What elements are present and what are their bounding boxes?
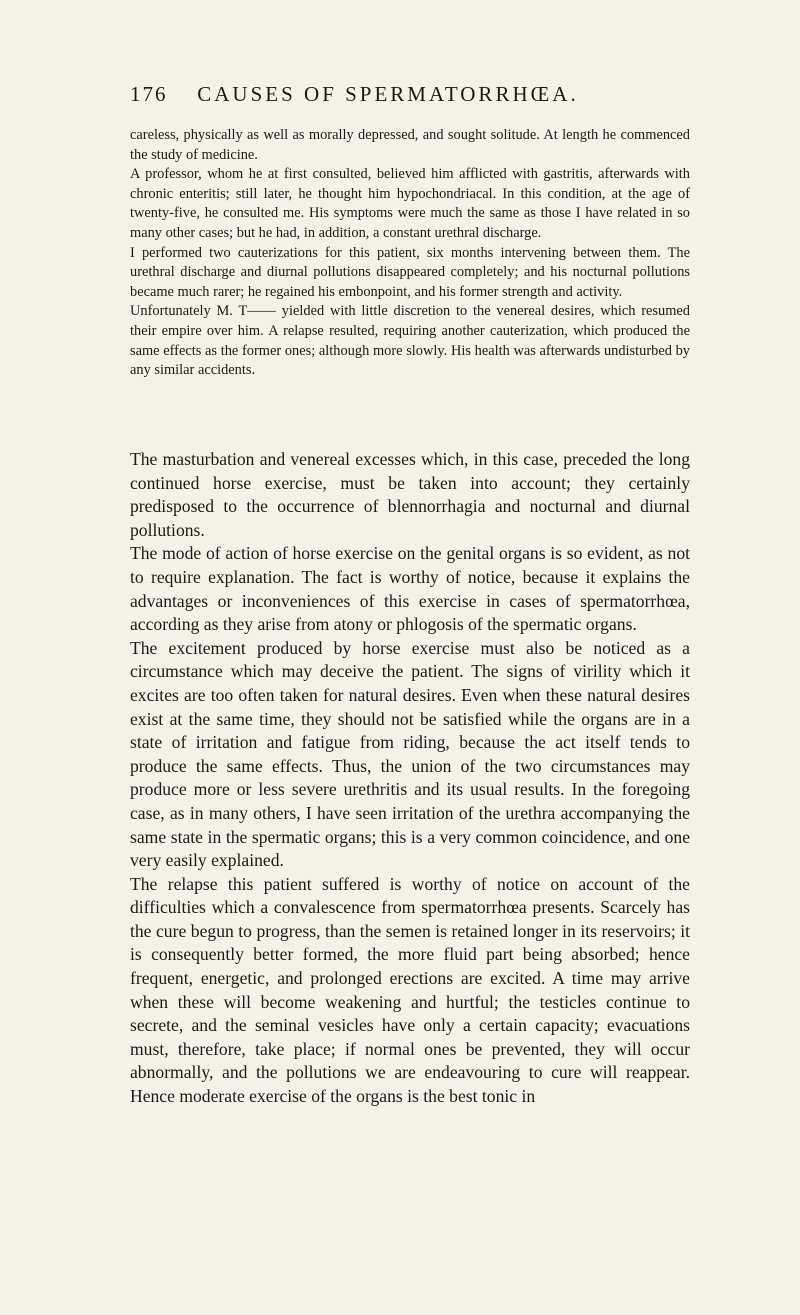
page-number: 176 (130, 82, 168, 106)
paragraph: Unfortunately M. T—— yielded with little discretion to the venereal desires, which resumed their empire over him. A relapse resulted, requiring another cauterization, which produced the same effects as the former ones; although more slowly. His health was afterwards undisturbed by any similar accidents. (130, 303, 690, 379)
paragraph: A professor, whom he at first consulted, believed him afflicted with gastritis, afterwards with chronic enteritis; still later, he thought him hypochondriacal. In this condition, at the age of twenty-five, he consulted me. His symptoms were much the same as those I have related in so many other cases; but he had, in addition, a constant urethral discharge. (130, 166, 690, 241)
paragraph: The masturbation and venereal excesses which, in this case, preceded the long continued horse exercise, must be taken into account; they certainly predisposed to the occurrence of blennorrhagia and nocturnal and diurnal pollutions. (130, 449, 690, 540)
running-title: CAUSES OF SPERMATORRHŒA. (197, 82, 579, 106)
commentary-section (130, 448, 690, 1109)
case-report-section (130, 126, 690, 381)
paragraph: The excitement produced by horse exercise must also be noticed as a circumstance which may deceive the patient. The signs of virility which it excites are too often taken for natural desires. Even when these natural desires exist at the same time, they should not be satisfied while the organs are in a state of irritation and fatigue from riding, because the act itself tends to produce the same effects. Thus, the union of the two circumstances may produce more or less severe urethritis and its usual results. In the foregoing case, as in many others, I have seen irritation of the urethra accompanying the same state in the spermatic organs; this is a very common coincidence, and one very easily explained. (130, 637, 690, 871)
paragraph: careless, physically as well as morally depressed, and sought solitude. At length he commenced the study of medicine. (130, 127, 690, 163)
page-header (130, 82, 690, 107)
paragraph: I performed two cauterizations for this patient, six months intervening between them. The urethral discharge and diurnal pollutions disappeared completely; and his nocturnal pollutions became much rarer; he regained his embonpoint, and his former strength and activity. (130, 244, 690, 300)
paragraph: The mode of action of horse exercise on the genital organs is so evident, as not to require explanation. The fact is worthy of notice, because it explains the advantages or inconveniences of this exercise in cases of spermatorrhœa, according as they arise from atony or phlogosis of the spermatic organs. (130, 543, 690, 635)
paragraph: The relapse this patient suffered is worthy of notice on account of the difficulties which a convalescence from spermatorrhœa presents. Scarcely has the cure begun to progress, than the semen is retained longer in its reservoirs; it is consequently better formed, the more fluid part being absorbed; hence frequent, energetic, and prolonged erections are excited. A time may arrive when these will become weakening and hurtful; the testicles continue to secrete, and the seminal vesicles have only a certain capacity; evacuations must, therefore, take place; if normal ones be prevented, they will occur abnormally, and the pollutions we are endeavouring to cure will reappear. Hence moderate exercise of the organs is the best tonic in (130, 873, 690, 1107)
